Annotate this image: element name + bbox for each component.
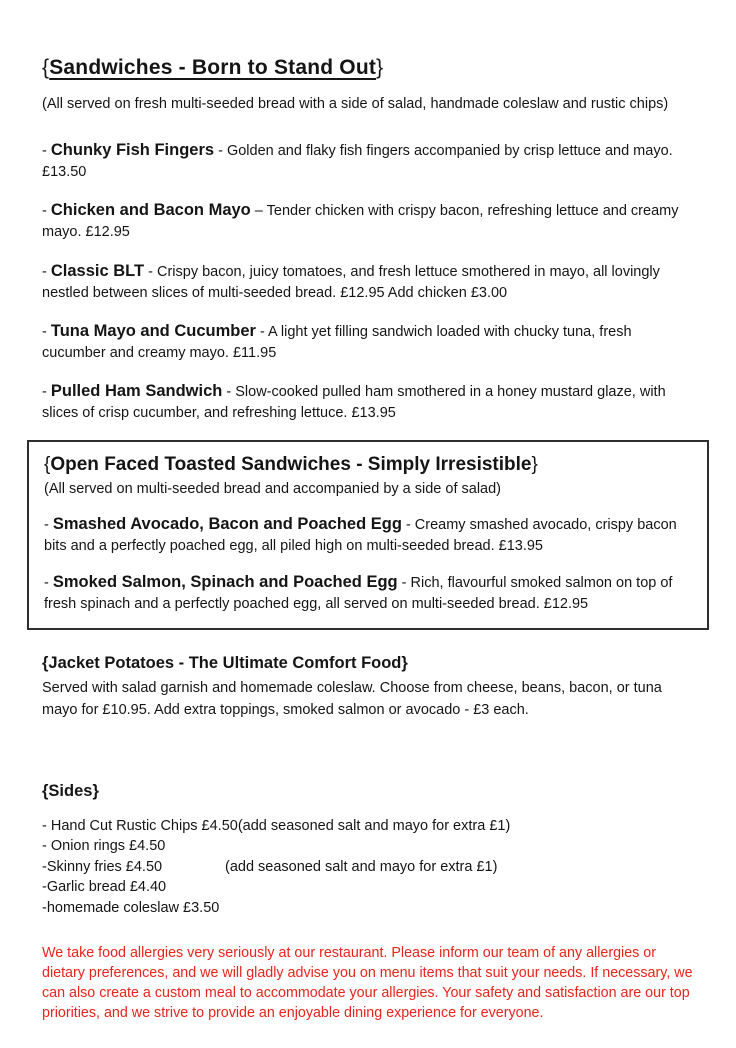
brace-open: { [44, 453, 51, 475]
sandwiches-title [42, 56, 694, 80]
item-desc: - Crispy bacon, juicy tomatoes, and fresh lettuce smothered in mayo, all lovingly nestled between slices of multi-seeded bread. £12.95 Add chicken £3.00 [42, 263, 660, 301]
open-faced-subtitle: (All served on multi-seeded bread and accompanied by a side of salad) [44, 480, 502, 497]
sides-title-text: Sides [48, 781, 93, 800]
side-text: -homemade coleslaw £3.50 [42, 900, 220, 916]
side-note: (add seasoned salt and mayo for extra £1) [225, 858, 498, 875]
item-dash: - [42, 384, 47, 401]
side-text: - Hand Cut Rustic Chips £4.50 [42, 817, 238, 834]
menu-item-chicken-bacon-mayo [42, 198, 694, 243]
jacket-title-text: Jacket Potatoes - The Ultimate Comfort Food [48, 654, 402, 673]
brace-open: { [42, 56, 50, 79]
sandwiches-title-text: Sandwiches - Born to Stand Out [49, 56, 377, 79]
item-name: Smashed Avocado, Bacon and Poached Egg [52, 514, 402, 533]
side-item-coleslaw [42, 898, 694, 919]
brace-close: } [376, 56, 384, 79]
side-item-skinny-fries [42, 857, 694, 878]
item-dash: - [44, 516, 49, 533]
section-open-faced-box [27, 440, 709, 631]
side-text: - Onion rings £4.50 [42, 838, 166, 855]
section-jacket-potatoes [42, 654, 694, 722]
menu-item-pulled-ham [42, 379, 694, 424]
item-name: Chicken and Bacon Mayo [50, 201, 251, 220]
item-desc: - A light yet filling sandwich loaded with chucky tuna, fresh cucumber and creamy mayo. £11.95 [42, 323, 632, 362]
side-text: -Skinny fries £4.50 [42, 858, 163, 875]
item-desc: - Golden and flaky fish fingers accompanied by crisp lettuce and mayo. £13.50 [42, 143, 673, 181]
allergy-notice: We take food allergies very seriously at our restaurant. Please inform our team of any allergies or dietary preferences, and we will gladly advise you on menu items that suit your needs. If necessary, we can also create a custom meal to accommodate your allergies. Your safety and satisfaction are our top priorities, and we strive to provide an enjoyable dining experience for everyone. [42, 944, 693, 1022]
side-text: -Garlic bread £4.40 [42, 879, 167, 896]
brace-open: { [42, 781, 49, 800]
item-name: Smoked Salmon, Spinach and Poached Egg [52, 572, 398, 591]
open-faced-title-text: Open Faced Toasted Sandwiches - Simply Irresistible [50, 453, 532, 475]
jacket-description: Served with salad garnish and homemade coleslaw. Choose from cheese, beans, bacon, or tuna mayo for £10.95. Add extra toppings, smoked salmon or avocado - £3 each. [42, 680, 662, 718]
section-sides [42, 782, 694, 919]
item-dash: - [42, 143, 47, 159]
item-dash: - [42, 323, 47, 340]
menu-item-smoked-salmon [44, 570, 691, 615]
item-desc: – Tender chicken with crispy bacon, refreshing lettuce and creamy mayo. £12.95 [42, 203, 679, 241]
brace-close: } [401, 654, 408, 673]
item-desc: - Creamy smashed avocado, crispy bacon bits and a perfectly poached egg, all piled high on multi-seeded bread. £13.95 [44, 516, 677, 554]
menu-item-chunky-fish-fingers [42, 138, 694, 183]
menu-item-classic-blt [42, 259, 694, 304]
item-name: Classic BLT [50, 261, 145, 280]
item-dash: - [44, 574, 49, 591]
menu-item-tuna-mayo-cucumber [42, 319, 694, 364]
item-dash: - [42, 263, 47, 280]
sandwiches-subtitle: (All served on fresh multi-seeded bread with a side of salad, handmade coleslaw and rustic chips) [42, 96, 669, 112]
brace-close: } [92, 781, 99, 800]
section-sandwiches [42, 56, 694, 425]
brace-close: } [531, 453, 538, 475]
side-item-onion-rings [42, 836, 694, 857]
side-item-rustic-chips [42, 816, 694, 837]
side-item-garlic-bread [42, 877, 694, 898]
item-name: Chunky Fish Fingers [50, 141, 215, 159]
item-desc: - Slow-cooked pulled ham smothered in a honey mustard glaze, with slices of crisp cucumber, and refreshing lettuce. £13.95 [42, 384, 666, 422]
item-name: Pulled Ham Sandwich [50, 382, 223, 401]
item-desc: - Rich, flavourful smoked salmon on top of fresh spinach and a perfectly poached egg, all served on multi-seeded bread. £12.95 [44, 574, 673, 613]
brace-open: { [42, 654, 49, 673]
menu-item-smashed-avocado [44, 512, 691, 557]
jacket-title [42, 654, 694, 673]
open-faced-title [44, 454, 691, 476]
side-note: (add seasoned salt and mayo for extra £1) [237, 817, 511, 834]
sides-title [42, 782, 694, 801]
item-dash: - [42, 203, 47, 220]
item-name: Tuna Mayo and Cucumber [50, 321, 256, 340]
